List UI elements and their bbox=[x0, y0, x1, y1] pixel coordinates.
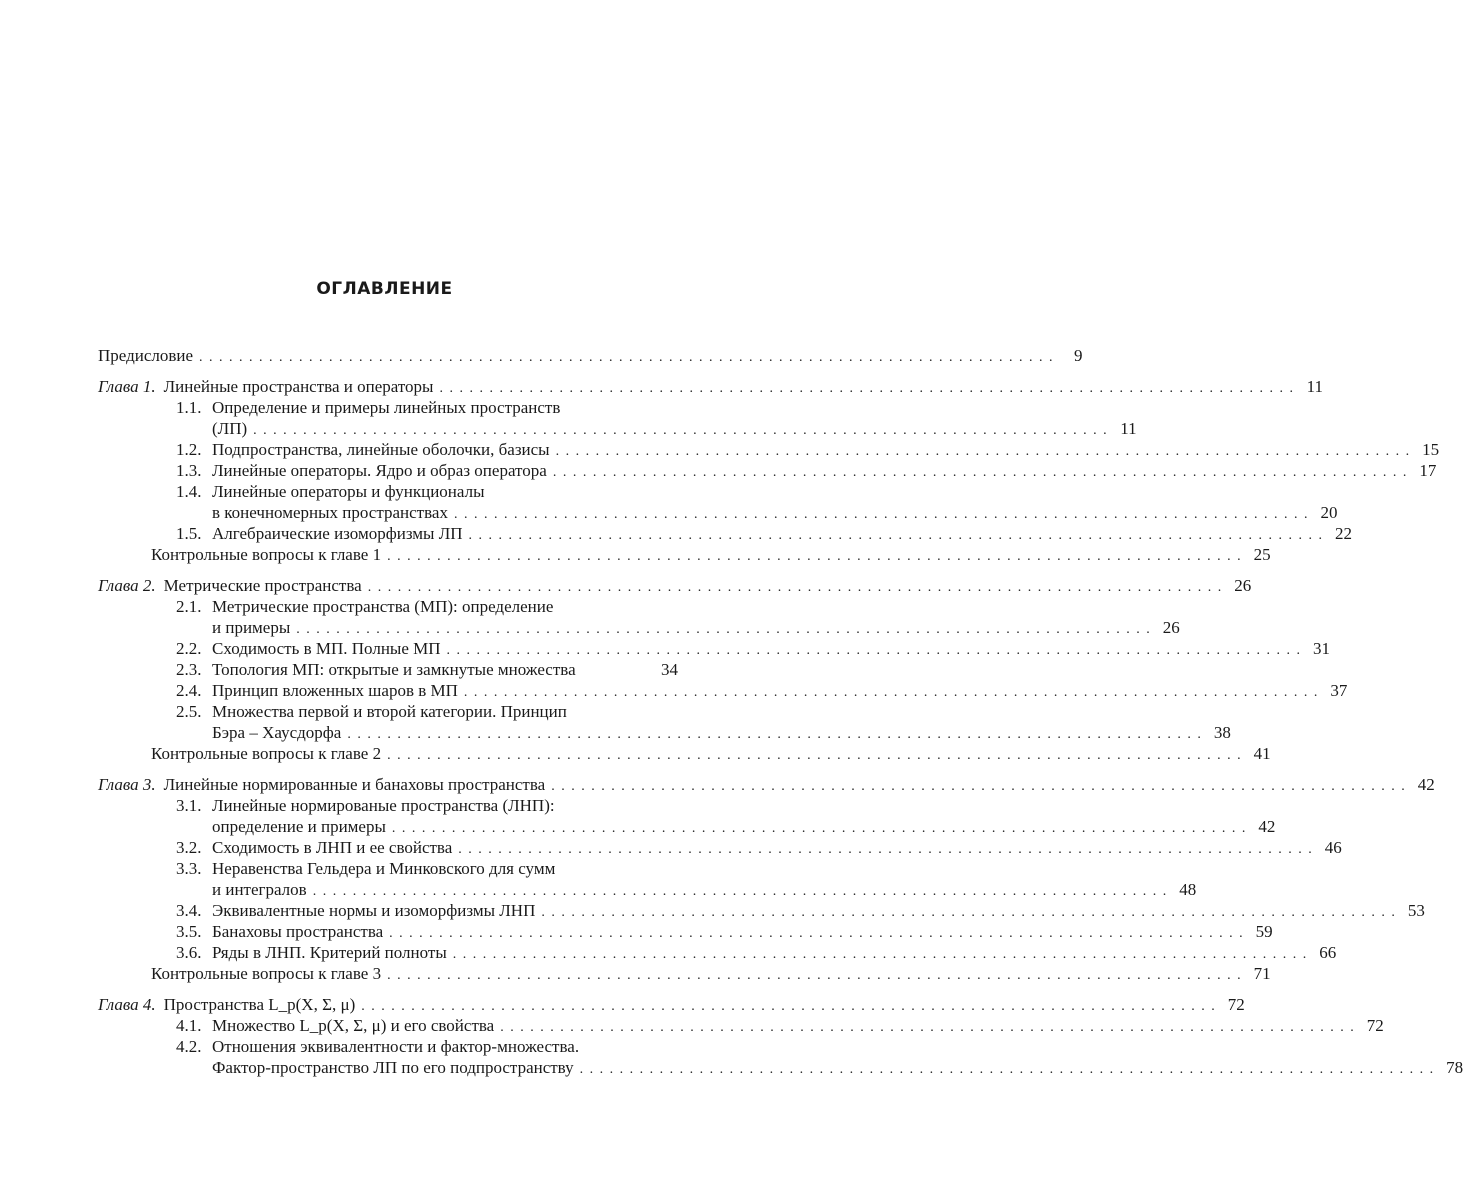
section-entry[interactable] bbox=[98, 638, 1331, 659]
section-entry[interactable] bbox=[98, 481, 678, 502]
entry-page: 11 bbox=[1120, 419, 1137, 438]
entry-page: 48 bbox=[1179, 880, 1197, 899]
dot-leader bbox=[387, 546, 1241, 567]
section-number: 3.2. bbox=[176, 838, 202, 857]
section-number: 1.3. bbox=[176, 461, 202, 480]
dot-leader bbox=[500, 1017, 1354, 1038]
section-title: Линейные операторы и функционалы bbox=[212, 482, 485, 501]
section-number: 4.1. bbox=[176, 1016, 202, 1035]
section-title-cont: Фактор-пространство ЛП по его подпространству bbox=[212, 1058, 574, 1077]
chapter-label: Глава 3. bbox=[98, 775, 156, 794]
section-entry-continued[interactable] bbox=[98, 418, 1137, 439]
entry-page: 72 bbox=[1366, 1016, 1384, 1035]
dot-leader bbox=[439, 378, 1293, 399]
section-number: 3.4. bbox=[176, 901, 202, 920]
chapter-entry[interactable] bbox=[98, 774, 1435, 795]
review-title: Контрольные вопросы к главе 2 bbox=[151, 744, 382, 763]
toc-chapter-2 bbox=[98, 575, 1348, 764]
section-number: 3.6. bbox=[176, 943, 202, 962]
dot-leader bbox=[453, 944, 1307, 965]
entry-page: 11 bbox=[1306, 377, 1323, 396]
section-title: Метрические пространства (МП): определение bbox=[212, 597, 554, 616]
entry-page: 25 bbox=[1253, 545, 1271, 564]
entry-page: 59 bbox=[1255, 922, 1273, 941]
section-number: 4.2. bbox=[176, 1037, 202, 1056]
dot-leader bbox=[458, 839, 1312, 860]
review-entry[interactable] bbox=[98, 963, 1271, 984]
section-title: Неравенства Гельдера и Минковского для сумм bbox=[212, 859, 556, 878]
toc-entry[interactable] bbox=[98, 345, 1083, 366]
dot-leader bbox=[387, 745, 1241, 766]
entry-page: 42 bbox=[1258, 817, 1276, 836]
entry-page: 22 bbox=[1335, 524, 1353, 543]
chapter-title: Пространства L_p(X, Σ, μ) bbox=[163, 995, 356, 1014]
entry-page: 72 bbox=[1227, 995, 1245, 1014]
chapter-label: Глава 1. bbox=[98, 377, 156, 396]
chapter-entry[interactable] bbox=[98, 376, 1323, 397]
section-entry[interactable] bbox=[98, 439, 1440, 460]
entry-page: 20 bbox=[1320, 503, 1338, 522]
section-title: Алгебраические изоморфизмы ЛП bbox=[212, 524, 463, 543]
section-entry[interactable] bbox=[98, 596, 678, 617]
toc-chapter-3 bbox=[98, 774, 1435, 984]
section-entry-continued[interactable] bbox=[98, 816, 1276, 837]
section-title-cont: в конечномерных пространствах bbox=[212, 503, 448, 522]
section-title: Банаховы пространства bbox=[212, 922, 384, 941]
dot-leader bbox=[389, 923, 1243, 944]
section-entry[interactable] bbox=[98, 942, 1337, 963]
dot-leader bbox=[541, 902, 1395, 923]
entry-page: 46 bbox=[1324, 838, 1342, 857]
entry-page: 66 bbox=[1319, 943, 1337, 962]
section-number: 3.1. bbox=[176, 796, 202, 815]
dot-leader bbox=[447, 640, 1301, 661]
section-title-cont: Бэра – Хаусдорфа bbox=[212, 723, 342, 742]
section-title: Подпространства, линейные оболочки, базисы bbox=[212, 440, 550, 459]
dot-leader bbox=[361, 996, 1215, 1017]
section-entry-continued[interactable] bbox=[98, 879, 1197, 900]
section-number: 2.3. bbox=[176, 660, 202, 679]
review-title: Контрольные вопросы к главе 3 bbox=[151, 964, 382, 983]
section-title: Ряды в ЛНП. Критерий полноты bbox=[212, 943, 447, 962]
section-number: 3.5. bbox=[176, 922, 202, 941]
section-title: Определение и примеры линейных пространств bbox=[212, 398, 561, 417]
section-number: 1.2. bbox=[176, 440, 202, 459]
section-number: 2.1. bbox=[176, 597, 202, 616]
section-number: 2.5. bbox=[176, 702, 202, 721]
section-number: 1.5. bbox=[176, 524, 202, 543]
section-entry[interactable] bbox=[98, 795, 678, 816]
toc-chapter-4 bbox=[98, 994, 1463, 1078]
section-title: Линейные нормированые пространства (ЛНП): bbox=[212, 796, 555, 815]
toc-preface bbox=[98, 345, 1083, 366]
entry-page: 17 bbox=[1419, 461, 1437, 480]
table-of-contents bbox=[98, 345, 1463, 1088]
dot-leader bbox=[313, 881, 1167, 902]
dot-leader bbox=[296, 619, 1150, 640]
entry-page: 38 bbox=[1213, 723, 1231, 742]
chapter-label: Глава 4. bbox=[98, 995, 156, 1014]
section-entry[interactable] bbox=[98, 523, 1353, 544]
dot-leader bbox=[454, 504, 1308, 525]
section-entry[interactable] bbox=[98, 921, 1273, 942]
section-entry[interactable] bbox=[98, 837, 1342, 858]
section-entry[interactable] bbox=[98, 460, 1437, 481]
dot-leader bbox=[199, 347, 1053, 368]
entry-page: 15 bbox=[1422, 440, 1440, 459]
section-title-cont: и интегралов bbox=[212, 880, 307, 899]
section-entry[interactable] bbox=[98, 701, 678, 722]
section-title: Множество L_p(X, Σ, μ) и его свойства bbox=[212, 1016, 495, 1035]
chapter-title: Линейные нормированные и банаховы пространства bbox=[163, 775, 546, 794]
chapter-entry[interactable] bbox=[98, 575, 1252, 596]
dot-leader bbox=[469, 525, 1323, 546]
dot-leader bbox=[392, 818, 1246, 839]
chapter-title: Линейные пространства и операторы bbox=[163, 377, 434, 396]
section-entry-continued[interactable] bbox=[98, 617, 1180, 638]
dot-leader bbox=[253, 420, 1107, 441]
section-number: 1.4. bbox=[176, 482, 202, 501]
section-title: Сходимость в МП. Полные МП bbox=[212, 639, 441, 658]
section-entry[interactable] bbox=[98, 900, 1425, 921]
review-entry[interactable] bbox=[98, 544, 1271, 565]
entry-page: 71 bbox=[1253, 964, 1271, 983]
section-title-cont: и примеры bbox=[212, 618, 291, 637]
entry-page: 34 bbox=[661, 660, 678, 679]
section-title: Эквивалентные нормы и изоморфизмы ЛНП bbox=[212, 901, 536, 920]
section-number: 2.4. bbox=[176, 681, 202, 700]
section-number: 1.1. bbox=[176, 398, 202, 417]
chapter-entry[interactable] bbox=[98, 994, 1245, 1015]
section-entry[interactable] bbox=[98, 659, 678, 680]
entry-page: 41 bbox=[1253, 744, 1271, 763]
section-title: Множества первой и второй категории. Принцип bbox=[212, 702, 567, 721]
section-title: Топология МП: открытые и замкнутые множества bbox=[212, 660, 576, 679]
section-title: Принцип вложенных шаров в МП bbox=[212, 681, 458, 700]
entry-page: 31 bbox=[1313, 639, 1331, 658]
review-entry[interactable] bbox=[98, 743, 1271, 764]
section-title: Линейные операторы. Ядро и образ оператора bbox=[212, 461, 547, 480]
section-entry[interactable] bbox=[98, 1036, 678, 1057]
entry-title: Предисловие bbox=[98, 346, 194, 365]
review-title: Контрольные вопросы к главе 1 bbox=[151, 545, 382, 564]
section-entry[interactable] bbox=[98, 397, 678, 418]
section-entry-continued[interactable] bbox=[98, 722, 1231, 743]
section-title: Сходимость в ЛНП и ее свойства bbox=[212, 838, 453, 857]
section-number: 2.2. bbox=[176, 639, 202, 658]
dot-leader bbox=[553, 462, 1407, 483]
entry-page: 78 bbox=[1446, 1058, 1463, 1077]
section-entry[interactable] bbox=[98, 858, 678, 879]
dot-leader bbox=[551, 776, 1405, 797]
page-title: ОГЛАВЛЕНИЕ bbox=[316, 279, 453, 299]
dot-leader bbox=[387, 965, 1241, 986]
entry-page: 37 bbox=[1330, 681, 1348, 700]
entry-page: 26 bbox=[1162, 618, 1180, 637]
entry-page: 26 bbox=[1234, 576, 1252, 595]
section-title: Отношения эквивалентности и фактор-множества. bbox=[212, 1037, 580, 1056]
section-entry-continued[interactable] bbox=[98, 1057, 1463, 1078]
section-number: 3.3. bbox=[176, 859, 202, 878]
section-title-cont: определение и примеры bbox=[212, 817, 386, 836]
toc-chapter-1 bbox=[98, 376, 1440, 565]
entry-page: 53 bbox=[1407, 901, 1425, 920]
section-entry[interactable] bbox=[98, 1015, 1384, 1036]
dot-leader bbox=[464, 682, 1318, 703]
chapter-label: Глава 2. bbox=[98, 576, 156, 595]
chapter-title: Метрические пространства bbox=[163, 576, 362, 595]
entry-page: 9 bbox=[1074, 346, 1083, 365]
section-entry[interactable] bbox=[98, 680, 1348, 701]
section-title-cont: (ЛП) bbox=[212, 419, 248, 438]
entry-page: 42 bbox=[1417, 775, 1435, 794]
dot-leader bbox=[368, 577, 1222, 598]
section-entry-continued[interactable] bbox=[98, 502, 1338, 523]
dot-leader bbox=[580, 1059, 1434, 1080]
dot-leader bbox=[347, 724, 1201, 745]
dot-leader bbox=[556, 441, 1410, 462]
